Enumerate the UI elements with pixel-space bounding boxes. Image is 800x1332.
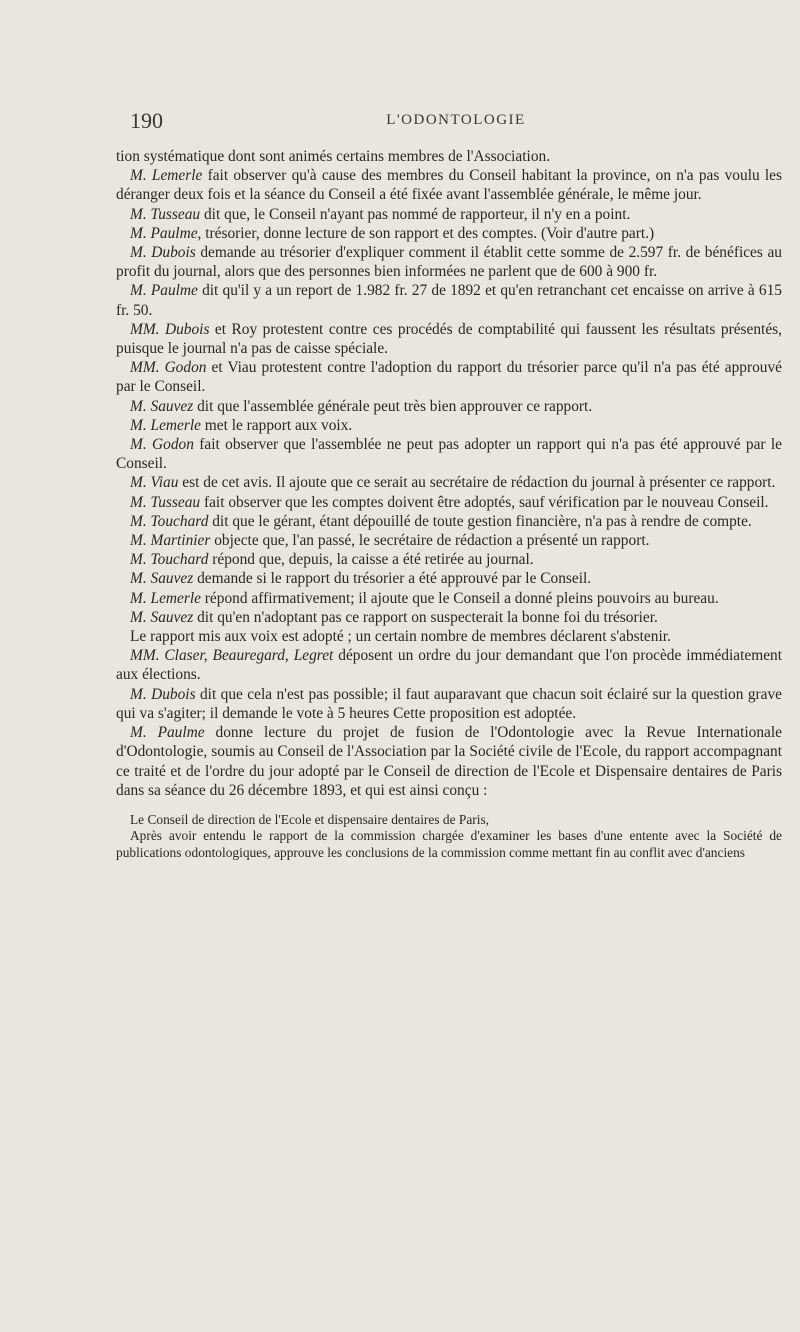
paragraph [116,512,782,531]
paragraph-text: dit qu'en n'adoptant pas ce rapport on suspecterait la bonne foi du trésorier. [193,608,658,626]
paragraph-text: est de cet avis. Il ajoute que ce serait au secrétaire de rédaction du journal à présenter ce rapport. [178,474,776,492]
quote-paragraph: Après avoir entendu le rapport de la commission chargée d'examiner les bases d'une entente avec la Société de publications odontologiques, approuve les conclusions de la commission comme mettant fin au conflit avec d'anciens [116,828,782,860]
paragraph-text: demande au trésorier d'expliquer comment il établit cette somme de 2.597 fr. de bénéfices au profit du journal, alors que des personnes bien informées ne parlent que de 600 à 900 fr. [116,244,782,281]
speaker-name: M. Tusseau [130,493,201,511]
speaker-name: M. Paulme [130,282,198,300]
paragraph [116,358,782,396]
paragraph [116,281,782,319]
paragraph [116,205,782,224]
speaker-name: M. Paulme [130,724,205,742]
paragraph-text: dit que l'assemblée générale peut très bien approuver ce rapport. [193,397,593,415]
speaker-name: M. Touchard [130,551,209,569]
speaker-name: M. Lemerle [130,589,201,607]
paragraph-text: , trésorier, donne lecture de son rapport et des comptes. (Voir d'autre part.) [197,224,655,242]
paragraph-list [116,147,782,800]
paragraph-text: et Roy protestent contre ces procédés de comptabilité qui faussent les résultats présentés, puisque le journal n'a pas de caisse spéciale. [116,320,782,358]
body-text [116,147,782,861]
paragraph [116,627,782,646]
speaker-name: MM. Dubois [130,320,210,338]
paragraph-text: répond que, depuis, la caisse a été retirée au journal. [208,551,534,569]
paragraph-text: demande si le rapport du trésorier a été approuvé par le Conseil. [193,570,592,588]
speaker-name: M. Godon [130,436,194,454]
paragraph [116,224,782,243]
speaker-name: M. Lemerle [130,167,203,185]
speaker-name: M. Lemerle [130,416,201,434]
paragraph [116,166,782,204]
running-title: L'ODONTOLOGIE [386,112,526,128]
paragraph [116,685,782,723]
paragraph [116,569,782,588]
paragraph [116,608,782,627]
speaker-name: M. Touchard [130,512,209,530]
page-header [130,108,782,134]
paragraph [116,589,782,608]
speaker-name: M. Sauvez [130,397,194,415]
paragraph-text: Le rapport mis aux voix est adopté ; un certain nombre de membres déclarent s'abstenir. [130,628,671,646]
paragraph-text: objecte que, l'an passé, le secrétaire de rédaction a présenté un rapport. [210,532,650,550]
paragraph [116,397,782,416]
paragraph-text: dit que le gérant, étant dépouillé de toute gestion financière, n'a pas à rendre de compte. [208,512,752,530]
paragraph-text: dit que cela n'est pas possible; il faut auparavant que chacun soit éclairé sur la question grave qui va s'agiter; il demande le vote à 5 heures Cette proposition est adoptée. [116,685,783,722]
speaker-name: MM. Godon [130,359,207,377]
speaker-name: M. Viau [130,474,179,492]
page-number: 190 [130,108,163,133]
paragraph-text: fait observer que l'assemblée ne peut pas adopter un rapport qui n'a pas été approuvé par le Conseil. [116,436,783,473]
paragraph [116,646,782,684]
paragraph-text: dit que, le Conseil n'ayant pas nommé de rapporteur, il n'y en a point. [200,205,631,223]
speaker-name: M. Sauvez [130,608,194,626]
paragraph-text: tion systématique dont sont animés certains membres de l'Association. [116,148,551,165]
paragraph-text: fait observer qu'à cause des membres du Conseil habitant la province, on n'a pas voulu les déranger deux fois et la séance du Conseil a été fixée avant l'assemblée générale, le même jour. [116,167,782,204]
paragraph [116,416,782,435]
paragraph-text: et Viau protestent contre l'adoption du rapport du trésorier parce qu'il n'a pas été approuvé par le Conseil. [116,359,783,396]
paragraph [116,147,782,166]
paragraph-text: répond affirmativement; il ajoute que le Conseil a donné pleins pouvoirs au bureau. [200,589,719,607]
paragraph [116,320,782,358]
paragraph-text: déposent un ordre du jour demandant que l'on procède immédiatement aux élections. [116,647,782,684]
speaker-name: M. Paulme [130,224,198,242]
paragraph-text: met le rapport aux voix. [200,416,353,434]
speaker-name: M. Tusseau [130,205,201,223]
quote-line: Le Conseil de direction de l'Ecole et dispensaire dentaires de Paris, [130,811,490,827]
speaker-name: M. Martinier [130,532,211,550]
paragraph [116,243,782,281]
paragraph-text: dit qu'il y a un report de 1.982 fr. 27 de 1892 et qu'en retranchant cet encaisse on arrive à 615 fr. 50. [116,282,782,319]
paragraph [116,550,782,569]
speaker-name: M. Sauvez [130,570,194,588]
paragraph-text: fait observer que les comptes doivent être adoptés, sauf vérification par le nouveau Conseil. [200,493,769,511]
quoted-resolution [116,812,782,861]
speaker-name: MM. Claser, Beauregard, Legret [130,647,334,665]
paragraph [116,493,782,512]
paragraph [116,723,782,800]
paragraph-text: donne lecture du projet de fusion de l'Odontologie avec la Revue Internationale d'Odontologie, soumis au Conseil de l'Association par la Société civile de l'Ecole, du rapport accompagnant ce traité et de l'ordre du jour adopté par le Conseil de direction de l'Ecole et Dispensaire dentaires de Paris dans sa séance du 26 décembre 1893, et qui est ainsi conçu : [116,724,782,799]
paragraph [116,531,782,550]
speaker-name: M. Dubois [130,244,196,262]
speaker-name: M. Dubois [130,685,196,703]
paragraph [116,473,782,492]
paragraph [116,435,782,473]
